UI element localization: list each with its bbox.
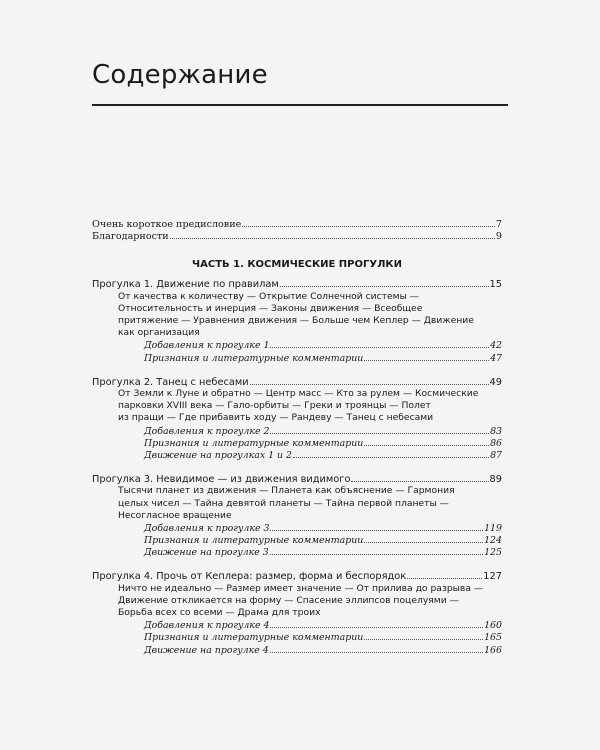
walk-section [92,376,502,461]
toc-entry-page: 47 [490,352,502,364]
toc-subentry[interactable] [92,339,502,351]
toc-entry-title: Признания и литературные комментарии [144,632,364,644]
toc-entry-title: Добавления к прогулке 2 [144,425,270,437]
toc-entry-title: Движение на прогулках 1 и 2 [144,449,293,461]
toc-entry-page: 9 [495,231,502,243]
toc-entry-page: 42 [490,340,502,352]
toc-entry-title: Добавления к прогулке 4 [144,620,270,632]
toc-entry-page: 127 [483,571,502,583]
toc-entry-title: Признания и литературные комментарии [144,437,364,449]
dot-leader [242,218,495,227]
topic-line: От качества к количеству — Открытие Солнечной системы — [118,290,419,302]
toc-entry-page: 165 [484,632,502,644]
toc-subentry[interactable] [92,534,502,546]
dot-leader [270,339,489,348]
toc-entry-title: Добавления к прогулке 1 [144,340,270,352]
topic-line: Движение откликается на форму — Спасение эллипсов поцелуями — [118,594,459,606]
toc-entry-page: 124 [484,535,502,547]
topic-line: притяжение — Уравнения движения — Больше чем Кеплер — Движение [118,314,474,326]
toc-entry-acknowledgements[interactable] [92,230,502,242]
walk-section [92,278,502,363]
toc-subentry[interactable] [92,546,502,558]
toc-entry-title: Добавления к прогулке 3 [144,522,270,534]
toc-entry-preface[interactable] [92,218,502,230]
toc-entry-title: Прогулка 4. Прочь от Кеплера: размер, форма и беспорядок [92,571,407,583]
toc-entry-page: 119 [484,522,502,534]
toc-subentry[interactable] [92,631,502,643]
toc-entry-title: Признания и литературные комментарии [144,535,364,547]
toc-entry-page: 15 [489,279,502,291]
toc-subentry[interactable] [92,644,502,656]
toc-entry-page: 166 [484,644,502,656]
dot-leader [364,631,483,640]
toc-subentry[interactable] [92,619,502,631]
toc-subentry[interactable] [92,352,502,364]
dot-leader [364,352,489,361]
title-divider [92,104,508,106]
dot-leader [170,230,495,239]
topic-line: парковки XVIII века — Гало-орбиты — Греки и троянцы — Полет [118,400,431,412]
dot-leader [270,522,483,531]
topic-line: От Земли к Луне и обратно — Центр масс — Кто за рулем — Космические [118,387,479,399]
toc-subentry[interactable] [92,522,502,534]
page-title: Содержание [92,60,268,90]
dot-leader [364,534,483,543]
toc-entry-page: 89 [489,474,502,486]
toc-entry-title: Прогулка 1. Движение по правилам [92,279,279,291]
walk-heading-entry[interactable] [92,278,502,290]
topic-line: как организация [118,327,200,339]
dot-leader [364,437,489,446]
toc-entry-page: 87 [490,449,502,461]
toc-subentry[interactable] [92,425,502,437]
topic-line: из пращи — Где прибавить ходу — Рандеву — Танец с небесами [118,412,434,424]
walk-heading-entry[interactable] [92,570,502,582]
toc-entry-title: Признания и литературные комментарии [144,352,364,364]
toc-entry-title: Благодарности [92,231,169,243]
walk-section [92,473,502,558]
topic-line: Тысячи планет из движения — Планета как объяснение — Гармония [118,485,455,497]
topic-line: Относительность и инерция — Законы движения — Всеобщее [118,302,423,314]
dot-leader [293,449,489,458]
walk-section [92,570,502,655]
dot-leader [270,644,483,653]
dot-leader [270,546,483,555]
toc-entry-page: 86 [490,437,502,449]
topic-line: Несогласное вращение [118,509,232,521]
dot-leader [351,473,488,482]
walk-heading-entry[interactable] [92,473,502,485]
toc-entry-page: 160 [484,620,502,632]
toc-entry-page: 7 [495,219,502,230]
part-heading: ЧАСТЬ 1. КОСМИЧЕСКИЕ ПРОГУЛКИ [192,259,402,271]
dot-leader [250,376,489,385]
topic-line: целых чисел — Тайна девятой планеты — Тайна первой планеты — [118,497,449,509]
toc-entry-page: 83 [490,425,502,437]
dot-leader [407,570,482,579]
topic-line: Борьба всех со всеми — Драма для троих [118,607,321,619]
toc-entry-title: Очень короткое предисловие [92,219,242,230]
toc-entry-page: 49 [489,376,502,388]
toc-entry-title: Движение на прогулке 4 [144,644,269,656]
toc-entry-title: Прогулка 3. Невидимое — из движения видимого [92,474,351,486]
topic-line: Ничто не идеально — Размер имеет значение — От прилива до разрыва — [118,582,484,594]
table-of-contents [92,218,502,668]
toc-entry-page: 125 [484,547,502,559]
toc-entry-title: Движение на прогулке 3 [144,547,269,559]
toc-entry-title: Прогулка 2. Танец с небесами [92,376,249,388]
walk-heading-entry[interactable] [92,376,502,388]
dot-leader [280,278,489,287]
toc-subentry[interactable] [92,449,502,461]
dot-leader [270,619,483,628]
toc-subentry[interactable] [92,437,502,449]
dot-leader [270,425,489,434]
